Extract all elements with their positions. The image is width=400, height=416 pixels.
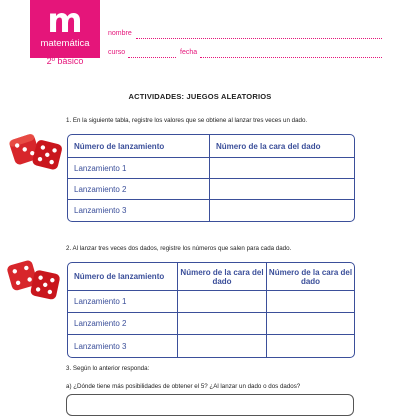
question-3-text: 3. Según lo anterior responda: <box>66 365 150 372</box>
table-question-2 <box>67 262 355 358</box>
row-label: Lanzamiento 2 <box>68 313 178 335</box>
table-header-row <box>68 263 354 291</box>
logo-word: matemática <box>40 38 90 49</box>
table-header-row <box>68 135 354 158</box>
header-launch-number: Número de lanzamiento <box>68 135 210 158</box>
table-row <box>68 200 354 221</box>
answer-cell[interactable] <box>178 313 267 335</box>
header-die-1-face: Número de la cara del dado <box>178 263 267 291</box>
header-die-2-face: Número de la cara del dado <box>267 263 354 291</box>
page-title: ACTIVIDADES: JUEGOS ALEATORIOS <box>128 92 272 101</box>
row-label: Lanzamiento 2 <box>68 179 210 200</box>
question-3a-text: a) ¿Dónde tiene más posibilidades de obtener el 5? ¿Al lanzar un dado o dos dados? <box>66 383 301 390</box>
table-row <box>68 291 354 313</box>
answer-cell[interactable] <box>210 179 354 200</box>
row-label: Lanzamiento 3 <box>68 335 178 357</box>
red-dice-pair-icon <box>8 128 64 176</box>
question-1-text: 1. En la siguiente tabla, registre los valores que se obtiene al lanzar tres veces un dado. <box>66 117 308 124</box>
question-2-text: 2. Al lanzar tres veces dos dados, registre los números que salen para cada dado. <box>66 245 292 252</box>
date-field[interactable] <box>200 57 382 58</box>
name-label: nombre <box>108 30 132 37</box>
name-field[interactable] <box>136 38 382 39</box>
answer-cell[interactable] <box>267 291 354 313</box>
table-question-1 <box>67 134 355 222</box>
row-label: Lanzamiento 1 <box>68 291 178 313</box>
course-field[interactable] <box>128 57 176 58</box>
table-row <box>68 313 354 335</box>
table-row <box>68 335 354 357</box>
logo-letter: m <box>47 1 83 41</box>
matematica-logo <box>30 0 100 58</box>
grade-label: 2º básico <box>46 56 84 66</box>
table-row <box>68 179 354 200</box>
row-label: Lanzamiento 1 <box>68 158 210 179</box>
date-label: fecha <box>180 49 198 56</box>
answer-cell[interactable] <box>210 200 354 221</box>
course-label: curso <box>108 49 126 56</box>
answer-cell[interactable] <box>178 335 267 357</box>
answer-cell[interactable] <box>267 313 354 335</box>
table-row <box>68 158 354 179</box>
header-die-face: Número de la cara del dado <box>210 135 354 158</box>
row-label: Lanzamiento 3 <box>68 200 210 221</box>
header-launch-number: Número de lanzamiento <box>68 263 178 291</box>
answer-cell[interactable] <box>178 291 267 313</box>
answer-cell[interactable] <box>210 158 354 179</box>
answer-cell[interactable] <box>267 335 354 357</box>
answer-box-3a[interactable] <box>66 394 354 416</box>
red-dice-pair-icon <box>6 256 64 306</box>
